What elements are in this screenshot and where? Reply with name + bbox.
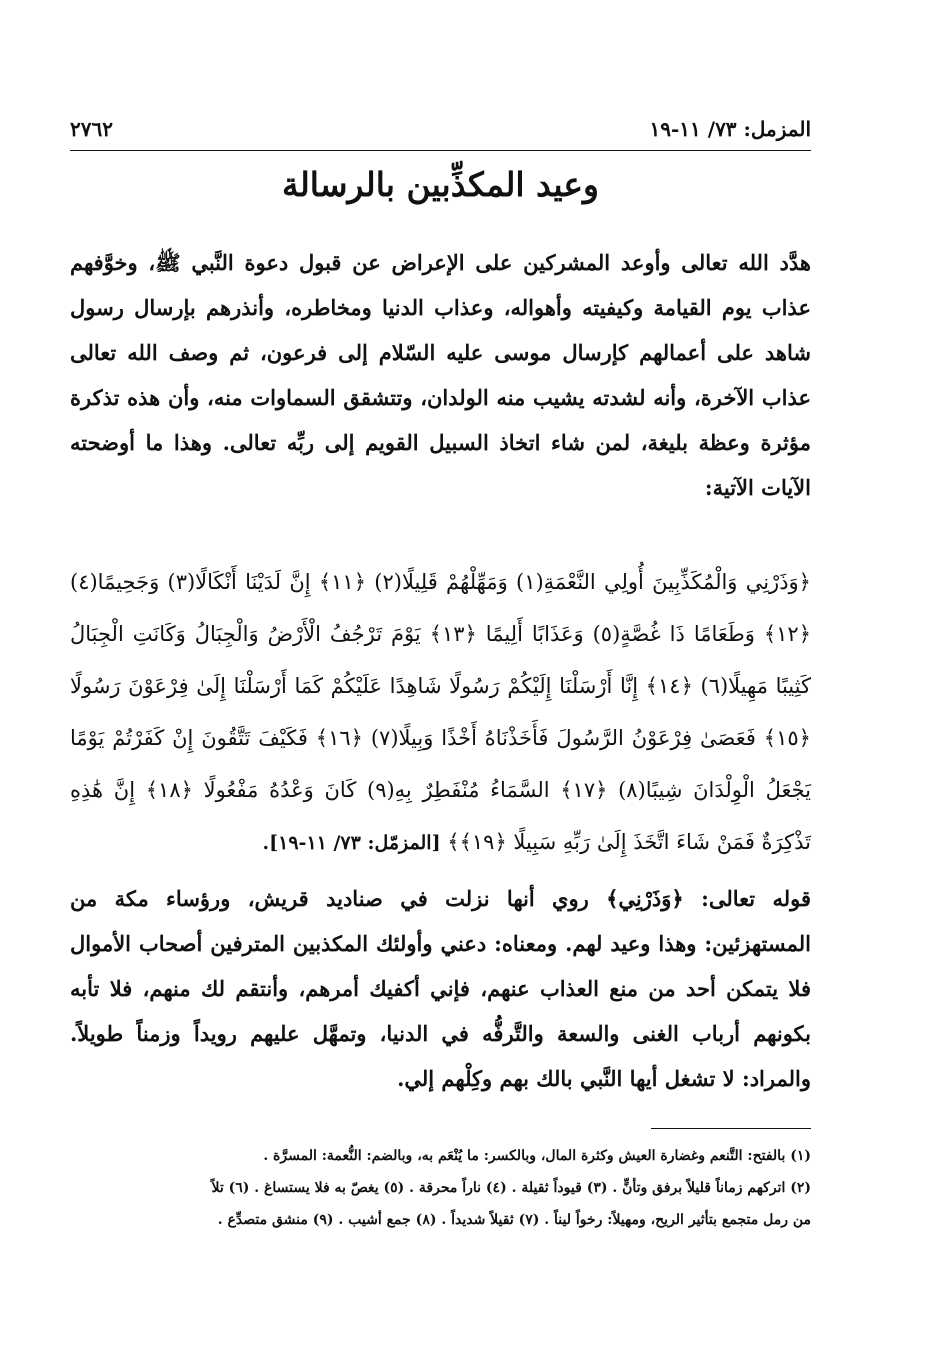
footnote-line: (٢) اتركهم زماناً قليلاً برفق وتأنٍّ . (٣) قيوداً ثقيلة . (٤) ناراً محرقة . (٥) يغصّ به فلا يستساغ . (٦) تلاً	[211, 1180, 811, 1196]
quran-verses-block	[70, 556, 811, 869]
footnotes	[70, 1140, 811, 1236]
verse-reference: [المزمّل: ٧٣/ ١١-١٩].	[262, 832, 441, 854]
header-divider	[70, 150, 811, 151]
page-number: ٢٧٦٢	[70, 117, 113, 141]
footnote-divider	[651, 1128, 811, 1129]
intro-paragraph: هدَّد الله تعالى وأوعد المشركين على الإعراض عن قبول دعوة النَّبي ﷺ، وخوَّفهم عذاب يوم القيامة وكيفيته وأهواله، وعذاب الدنيا ومخاطره، وأنذرهم بإرسال رسول شاهد على أعمالهم كإرسال موسى عليه السّلام إلى فرعون، ثم وصف الله تعالى عذاب الآخرة، وأنه لشدته يشيب منه الولدان، وتتشقق السماوات منه، وأن هذه تذكرة مؤثرة وعظة بليغة، لمن شاء اتخاذ السبيل القويم إلى ربِّه تعالى. وهذا ما أوضحته الآيات الآتية:	[70, 250, 811, 500]
page-header	[70, 112, 811, 146]
commentary-paragraph: قوله تعالى: ﴿وَذَرْنِي﴾ روي أنها نزلت في صناديد قريش، ورؤساء مكة من المستهزئين: وهذا وعيد لهم. ومعناه: دعني وأولئك المكذبين المترفين أصحاب الأموال فلا يتمكن أحد من منع العذاب عنهم، فإني أكفيك أمرهم، وأنتقم لك منهم، فلا تأبه بكونهم أرباب الغنى والسعة والتَّرفُّه في الدنيا، وتمهَّل عليهم رويداً وزمناً طويلاً. والمراد: لا تشغل أيها النَّبي بالك بهم وكِلْهم إلي.	[70, 886, 811, 1091]
footnote-line: (١) بالفتح: التَّنعم وغضارة العيش وكثرة المال، وبالكسر: ما يُنْعَم به، وبالضم: النُّعمة: المسرَّة .	[263, 1148, 811, 1164]
chapter-reference: المزمل: ٧٣/ ١١-١٩	[649, 117, 811, 141]
section-title: وعيد المكذِّبين بالرسالة	[282, 165, 599, 204]
footnote-line: من رمل متجمع بتأثير الريح، ومهيلاً: رخواً ليناً . (٧) ثقيلاً شديداً . (٨) جمع أشيب . (٩) منشق متصدِّع .	[217, 1212, 811, 1228]
quran-verses: ﴿وَذَرْنِي وَالْمُكَذِّبِينَ أُولِي النَّعْمَةِ(١) وَمَهِّلْهُمْ قَلِيلًا(٢) ﴿١١﴾ إِنَّ لَدَيْنَا أَنْكَالًا(٣) وَجَحِيمًا(٤) ﴿١٢﴾ وَطَعَامًا ذَا غُصَّةٍ(٥) وَعَذَابًا أَلِيمًا ﴿١٣﴾ يَوْمَ تَرْجُفُ الْأَرْضُ وَالْجِبَالُ وَكَانَتِ الْجِبَالُ كَثِيبًا مَهِيلًا(٦) ﴿١٤﴾ إِنَّا أَرْسَلْنَا إِلَيْكُمْ رَسُولًا شَاهِدًا عَلَيْكُمْ كَمَا أَرْسَلْنَا إِلَىٰ فِرْعَوْنَ رَسُولًا ﴿١٥﴾ فَعَصَىٰ فِرْعَوْنُ الرَّسُولَ فَأَخَذْنَاهُ أَخْذًا وَبِيلًا(٧) ﴿١٦﴾ فَكَيْفَ تَتَّقُونَ إِنْ كَفَرْتُمْ يَوْمًا يَجْعَلُ الْوِلْدَانَ شِيبًا(٨) ﴿١٧﴾ السَّمَاءُ مُنْفَطِرٌ بِهِ(٩) كَانَ وَعْدُهُ مَفْعُولًا ﴿١٨﴾ إِنَّ هَٰذِهِ تَذْكِرَةٌ فَمَنْ شَاءَ اتَّخَذَ إِلَىٰ رَبِّهِ سَبِيلًا ﴿١٩﴾﴾	[70, 570, 812, 854]
